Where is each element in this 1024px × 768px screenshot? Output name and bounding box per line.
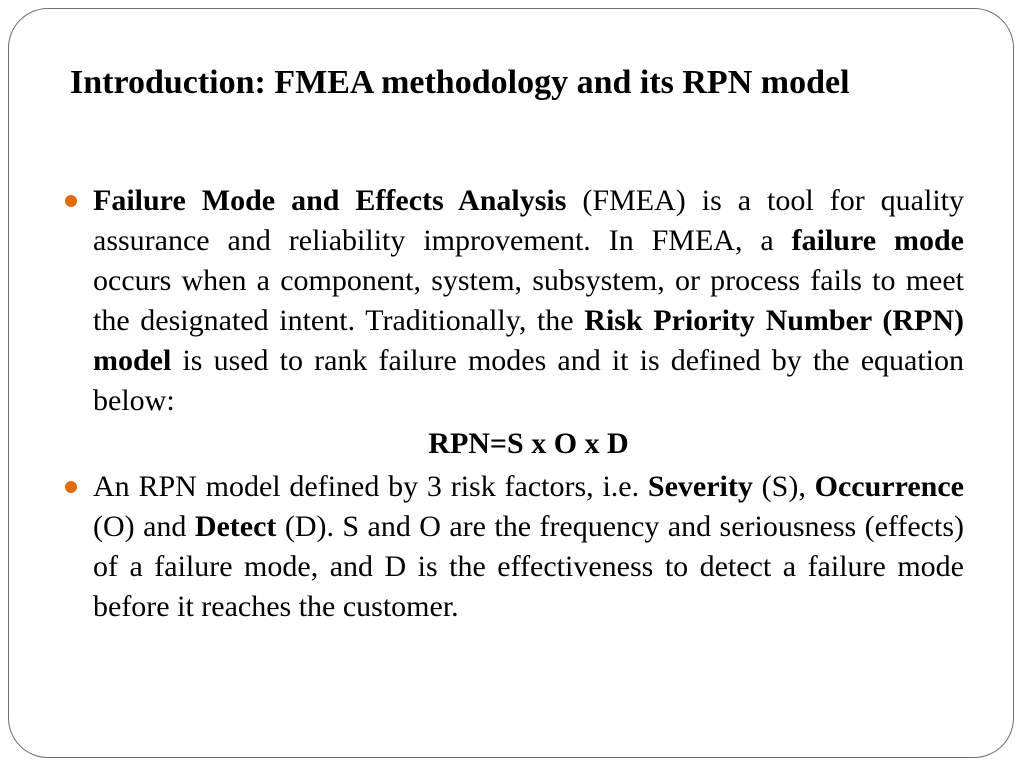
slide-title: Introduction: FMEA methodology and its RPN model <box>70 64 850 101</box>
term-fmea: Failure Mode and Effects Analysis <box>93 184 567 217</box>
term-severity: Severity <box>647 470 753 503</box>
bullet-text: occurs when a component, system, subsystem, or process fails to meet the designated intent. Traditionally, the <box>93 264 964 337</box>
bullet-risk-factors <box>60 467 964 627</box>
bullet-text: (FMEA) is a tool for quality assurance and reliability improvement. In FMEA, a <box>93 184 964 257</box>
term-detect: Detect <box>194 510 277 543</box>
bullet-fmea-definition <box>60 181 964 421</box>
bullet-text: (O) and <box>93 510 195 543</box>
term-failure-mode: failure mode <box>791 224 964 257</box>
term-occurrence: Occurrence <box>814 470 964 503</box>
bullet-dot-icon <box>65 481 77 493</box>
bullet-dot-icon <box>65 195 77 207</box>
bullet-text: (D). S and O are the frequency and seriousness (effects) of a failure mode, and D is the effectiveness to detect a failure mode before it reaches the customer. <box>93 510 964 623</box>
rpn-equation: RPN=S x O x D <box>428 427 629 460</box>
bullet-text: is used to rank failure modes and it is defined by the equation below: <box>93 344 964 417</box>
term-rpn-model: Risk Priority Number (RPN) model <box>93 304 964 377</box>
bullet-text: An RPN model defined by 3 risk factors, i.e. <box>93 470 648 503</box>
slide-content <box>60 181 964 627</box>
bullet-text: (S), <box>752 470 815 503</box>
